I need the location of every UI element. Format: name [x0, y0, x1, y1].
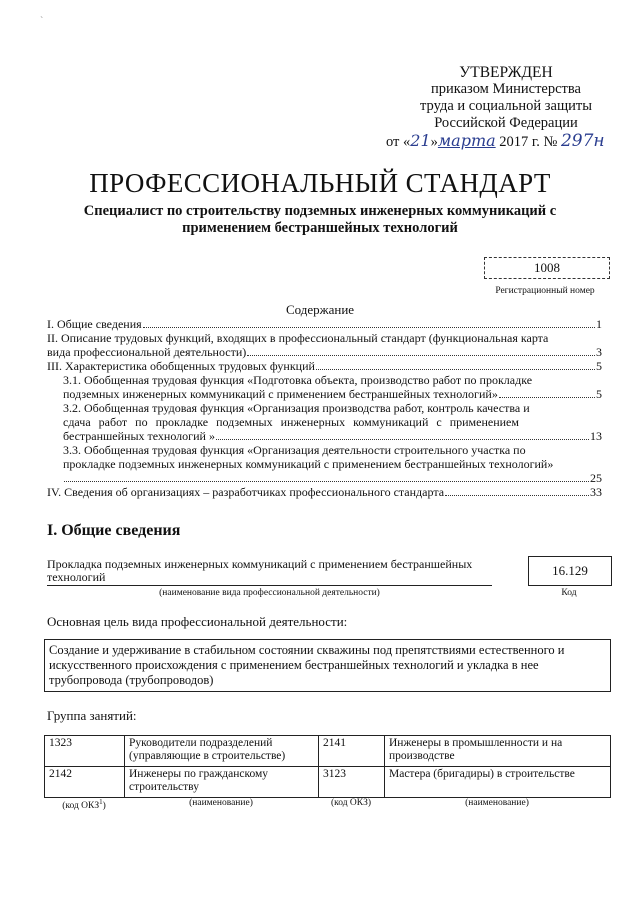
- registration-label: Регистрационный номер: [495, 286, 595, 296]
- toc-item-4[interactable]: IV. Сведения об организациях – разработчиках профессионального стандарта 33: [47, 485, 602, 499]
- approval-line2: труда и социальной защиты: [420, 98, 592, 114]
- page-title: ПРОФЕССИОНАЛЬНЫЙ СТАНДАРТ: [89, 168, 551, 198]
- name-label-2: (наименование): [465, 798, 529, 808]
- scan-mark: `: [40, 16, 44, 27]
- occupation-group-label: Группа занятий:: [47, 708, 137, 723]
- approval-line3: Российской Федерации: [434, 115, 578, 131]
- table-row: [45, 736, 611, 767]
- handwritten-order-number: 297н: [560, 131, 605, 151]
- activity-code-label: Код: [561, 588, 577, 598]
- approval-status: УТВЕРЖДЕН: [459, 64, 553, 81]
- occupation-name: Инженеры в промышленности и на производстве: [385, 736, 611, 767]
- okz-code: 2141: [319, 736, 385, 767]
- activity-name-label: (наименование вида профессиональной деятельности): [159, 588, 380, 598]
- activity-name: Прокладка подземных инженерных коммуникаций с применением бестраншейных технологий: [47, 558, 492, 586]
- approval-date-line: от «21»марта 2017 г. № 297н: [386, 131, 605, 151]
- occupation-name: Руководители подразделений (управляющие в строительстве): [125, 736, 319, 767]
- toc-item-2[interactable]: II. Описание трудовых функций, входящих в профессиональный стандарт (функциональная карта вида профессиональной деятельности) 3: [47, 331, 602, 359]
- purpose-box: Создание и удерживание в стабильном состоянии скважины под препятствиями естественного и искусственного происхождения с применением бестраншейных технологий и укладка в нее трубопровода (трубопроводов): [44, 639, 611, 692]
- okz-code-label-2: (код ОКЗ): [330, 798, 372, 808]
- occupation-name: Инженеры по гражданскому строительству: [125, 767, 319, 798]
- occupation-name: Мастера (бригадиры) в строительстве: [385, 767, 611, 798]
- section-heading: I. Общие сведения: [47, 522, 181, 539]
- toc-item-3-1[interactable]: 3.1. Обобщенная трудовая функция «Подготовка объекта, производство работ по прокладке подземных инженерных коммуникаций с применением бестраншейных технологий» 5: [63, 373, 602, 401]
- occupation-table-labels: [44, 798, 610, 811]
- occupation-table: [44, 735, 611, 798]
- toc-item-1[interactable]: I. Общие сведения 1: [47, 317, 602, 331]
- name-label: (наименование): [189, 798, 253, 808]
- toc-item-3[interactable]: III. Характеристика обобщенных трудовых функций 5: [47, 359, 602, 373]
- approval-line1: приказом Министерства: [431, 81, 581, 97]
- toc-item-3-2[interactable]: 3.2. Обобщенная трудовая функция «Организация производства работ, контроль качества и сдача работ по прокладке подземных инженерных коммуникаций с применением бестраншейных технологий » 13: [63, 401, 602, 443]
- approval-block: [386, 64, 626, 151]
- okz-code: 3123: [319, 767, 385, 798]
- okz-code: 2142: [45, 767, 125, 798]
- activity-code-box: 16.129: [528, 556, 612, 586]
- table-row: [45, 767, 611, 798]
- okz-code: 1323: [45, 736, 125, 767]
- table-of-contents: [47, 317, 602, 499]
- registration-number-box: 1008: [484, 257, 610, 279]
- okz-code-label: (код ОКЗ$^1$): [62, 798, 106, 812]
- purpose-label: Основная цель вида профессиональной деятельности:: [47, 614, 348, 629]
- toc-item-3-3[interactable]: 3.3. Обобщенная трудовая функция «Организация деятельности строительного участка по прокладке подземных инженерных коммуникаций с применением бестраншейных технологий» 25: [63, 443, 602, 485]
- toc-heading: Содержание: [285, 302, 355, 317]
- handwritten-month: марта: [437, 131, 496, 150]
- page-subtitle: Специалист по строительству подземных инженерных коммуникаций с применением бестраншейных технологий: [83, 203, 557, 236]
- handwritten-day: 21: [410, 131, 431, 150]
